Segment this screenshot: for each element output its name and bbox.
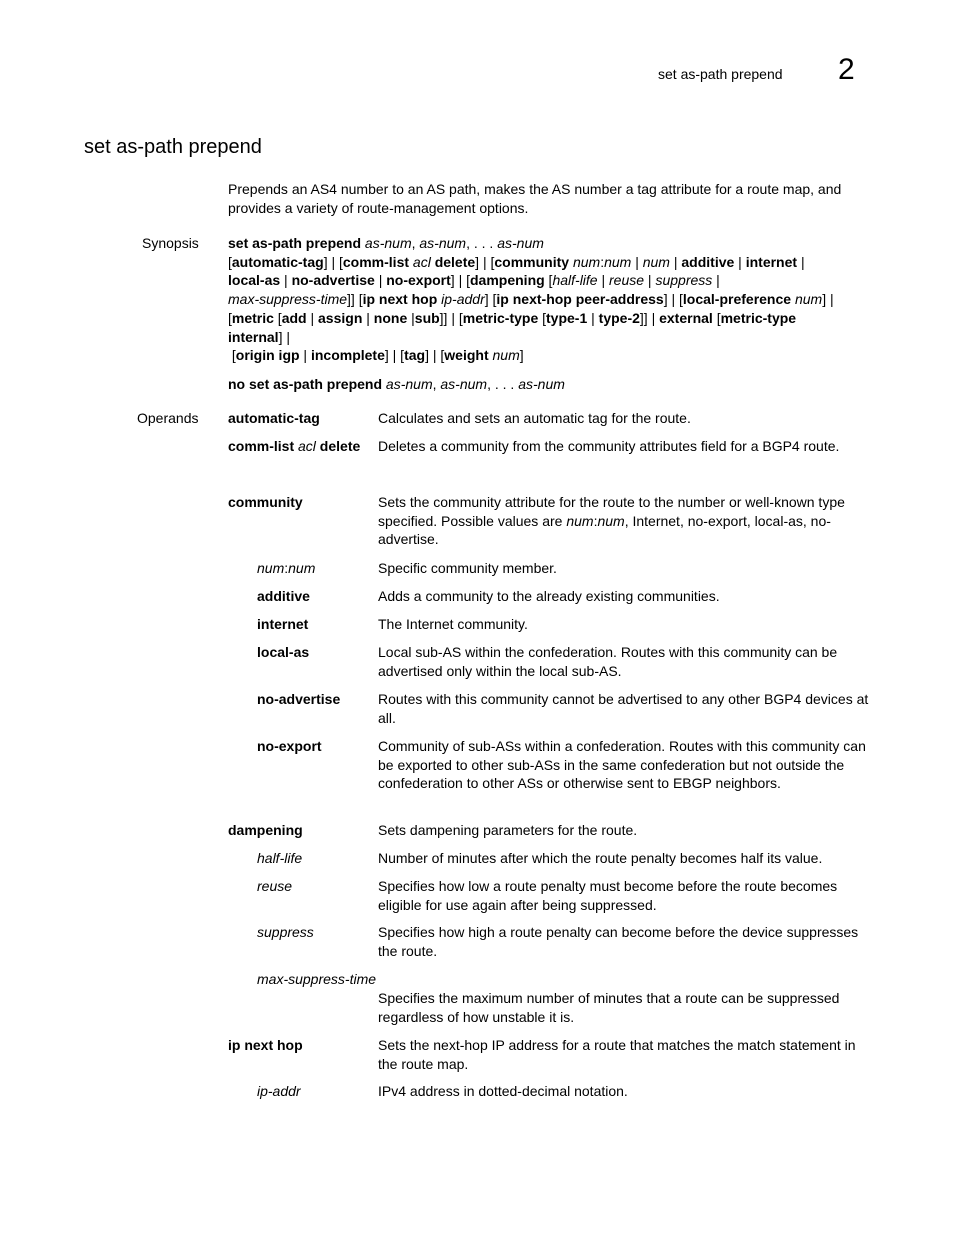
operand-term-no-advertise: no-advertise <box>257 691 341 707</box>
synopsis-syntax: set as-path prepend as-num, as-num, . . . as-num [automatic-tag] | [comm-list acl delete] | [community num:num | num | additive | internet | local-as | no-advertise | no-export] | [dampening [half-life | reuse | suppress | max-suppress-time]] [ip next hop ip-addr] [ip next-hop peer-address] | [local-preference num] | [metric [add | assign | none |sub]] | [metric-type [type-1 | type-2]] | external [metric-type internal] | [origin igp | incomplete] | [tag] | [weight num] <box>228 235 834 364</box>
operand-term-suppress: suppress <box>257 924 314 940</box>
running-header: set as-path prepend <box>658 66 783 82</box>
operand-desc-local-as: Local sub-AS within the confederation. Routes with this community can be advertised only within the local sub-AS. <box>378 644 838 679</box>
operand-term-ip-next-hop: ip next hop <box>228 1037 303 1053</box>
operand-desc-ip-addr: IPv4 address in dotted-decimal notation. <box>378 1083 628 1099</box>
operand-desc-suppress: Specifies how high a route penalty can become before the device suppresses the route. <box>378 924 859 959</box>
operand-desc-automatic-tag: Calculates and sets an automatic tag for the route. <box>378 410 691 426</box>
operand-term-no-export: no-export <box>257 738 322 754</box>
operand-desc-dampening: Sets dampening parameters for the route. <box>378 822 638 838</box>
operand-term-additive: additive <box>257 588 310 604</box>
operand-desc-num-num: Specific community member. <box>378 560 557 576</box>
page-title: set as-path prepend <box>84 136 262 158</box>
operand-term-num-num: num:num <box>257 560 316 576</box>
operand-desc-half-life: Number of minutes after which the route penalty becomes half its value. <box>378 850 823 866</box>
operand-term-ip-addr: ip-addr <box>257 1083 301 1099</box>
operand-desc-reuse: Specifies how low a route penalty must become before the route becomes eligible for use again after being suppressed. <box>378 878 838 913</box>
operand-desc-no-export: Community of sub-ASs within a confederation. Routes with this community can be exported to other sub-ASs in the same confederation but not outside the confederation to other ASs or otherwise sent to EBGP neighbors. <box>378 738 866 792</box>
chapter-number: 2 <box>838 53 855 86</box>
operand-desc-community: Sets the community attribute for the route to the number or well-known type specified. Possible values are num:num, Internet, no-export, local-as, no-advertise. <box>378 494 845 548</box>
operand-term-dampening: dampening <box>228 822 303 838</box>
operand-term-max-suppress-time: max-suppress-time <box>257 971 377 987</box>
operand-desc-no-advertise: Routes with this community cannot be advertised to any other BGP4 devices at all. <box>378 691 869 726</box>
operand-desc-additive: Adds a community to the already existing communities. <box>378 588 720 604</box>
operand-term-internet: internet <box>257 616 309 632</box>
intro-paragraph: Prepends an AS4 number to an AS path, makes the AS number a tag attribute for a route map, and provides a variety of route-management options. <box>228 181 842 216</box>
operand-term-reuse: reuse <box>257 878 293 894</box>
operand-term-comm-list: comm-list acl delete <box>228 438 361 454</box>
operand-desc-ip-next-hop: Sets the next-hop IP address for a route that matches the match statement in the route map. <box>378 1037 856 1072</box>
operand-term-local-as: local-as <box>257 644 310 660</box>
operand-term-automatic-tag: automatic-tag <box>228 410 320 426</box>
operand-desc-max-suppress-time: Specifies the maximum number of minutes that a route can be suppressed regardless of how unstable it is. <box>378 990 840 1025</box>
operand-desc-comm-list: Deletes a community from the community attributes field for a BGP4 route. <box>378 438 840 454</box>
operand-term-community: community <box>228 494 303 510</box>
synopsis-no-form: no set as-path prepend as-num, as-num, . . . as-num <box>228 376 565 392</box>
operands-label: Operands <box>137 410 199 426</box>
synopsis-label: Synopsis <box>142 235 199 251</box>
operand-desc-internet: The Internet community. <box>378 616 528 632</box>
operand-term-half-life: half-life <box>257 850 303 866</box>
